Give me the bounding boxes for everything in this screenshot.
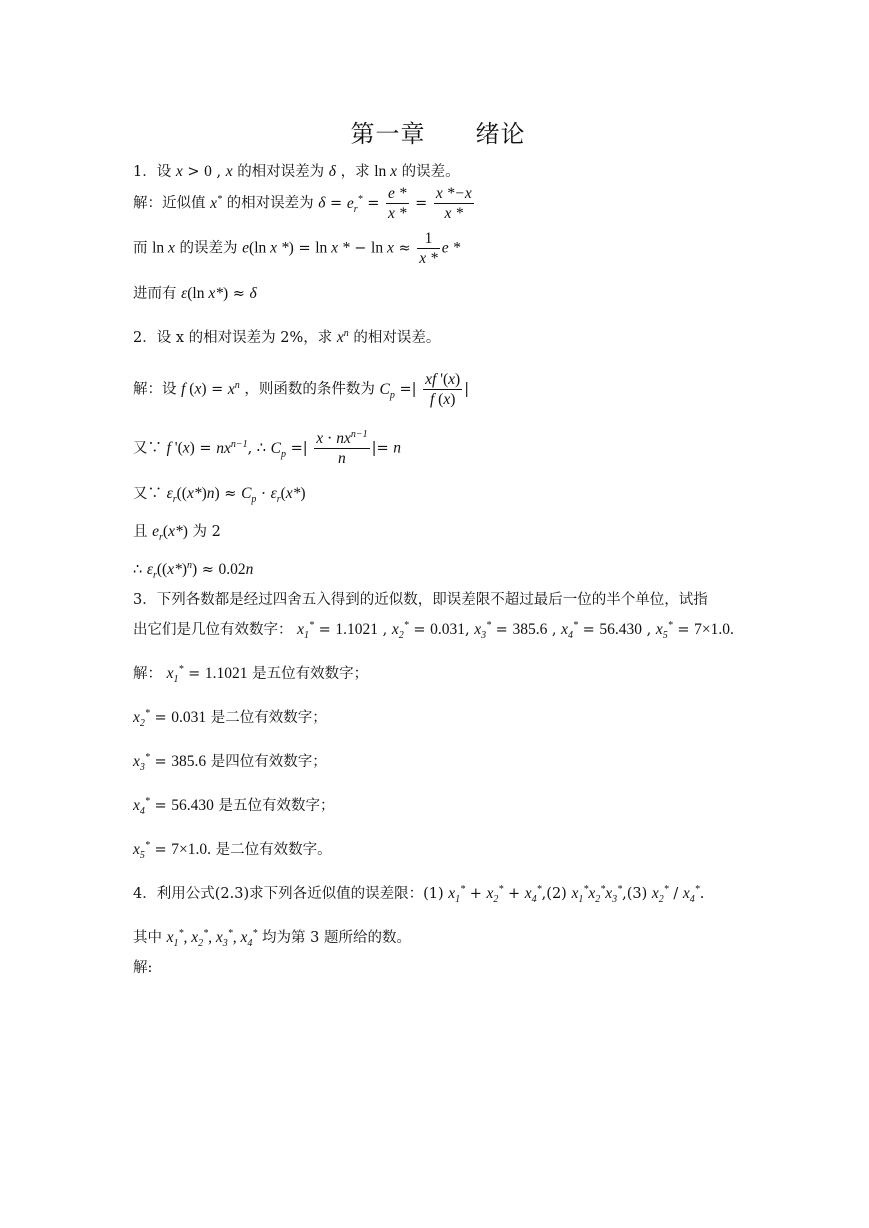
fraction-one-over-x: $\frac{1}{x *}$	[419, 230, 438, 267]
problem-3-question-line-1: 3．下列各数都是经过四舍五入得到的近似数，即误差限不超过最后一位的半个单位，试指	[133, 592, 708, 608]
fraction-condition-number: $\frac{xf '(x)}{f (x)}$	[425, 371, 461, 408]
problem-3-answer-5: $x_5^* = 7\times 1.0$. 是二位有效数字。	[133, 839, 332, 862]
problem-1-solution-line-2: 而 ln x 的误差为 e(ln x *) = ln x * − ln x ≈ $\frac{1}{x *}$ e *	[133, 230, 461, 267]
problem-3-answer-4: $x_4^* = 56.430$ 是五位有效数字；	[133, 795, 335, 818]
problem-2-question: 2．设 x 的相对误差为 2%，求 $x^n$ 的相对误差。	[133, 327, 441, 346]
problem-3-question-line-2: 出它们是几位有效数字： $x_1^* = 1.1021$ , $x_2^* = 0.031$, $x_3^* = 385.6$ , $x_4^* = 56.430$ , $x_5^* = 7\times 1.0$.	[133, 619, 734, 642]
problem-2-solution-line-4: 且 $e_r(x*)$ 为 2	[133, 523, 221, 544]
chapter-title: 第一章 绪论	[350, 120, 526, 148]
problem-4-note: 其中 $x_1^*$, $x_2^*$, $x_3^*$, $x_4^*$ 均为第 3 题所给的数。	[133, 927, 411, 950]
problem-3-answer-2: $x_2^* = 0.031$ 是二位有效数字；	[133, 707, 327, 730]
problem-1-question: 1．设 x > 0 , x 的相对误差为 δ ，求 ln x 的误差。	[133, 163, 460, 180]
problem-1-solution-line-1: 解：近似值 x* 的相对误差为 $\delta = e_r^*$ = $\frac{e *}{x *}$ = $\frac{x *-x}{x *}$	[133, 185, 472, 222]
problem-2-solution-line-5: ∴ $\varepsilon_r((x*)^n) \approx 0.02n$	[133, 559, 254, 582]
problem-1-solution-line-3: 进而有 ε(ln x*) ≈ δ	[133, 285, 257, 302]
problem-3-answer-1: 解： $x_1^* = 1.1021$ 是五位有效数字；	[133, 663, 369, 686]
fraction-x-nx-over-n: $\frac{x \cdot nx^{n-1}}{n}$	[316, 428, 368, 467]
fraction-diff-over-x: $\frac{x *-x}{x *}$	[435, 185, 472, 222]
problem-2-solution-line-3: 又∵ $\varepsilon_r((x*)n) \approx C_p \cdot \varepsilon_r(x*)$	[133, 485, 306, 506]
problem-2-solution-line-2: 又∵ f '$(x) = nx^{n-1}$, ∴ $C_p$ =| $\frac{x \cdot nx^{n-1}}{n}$ |= n	[133, 428, 401, 467]
problem-3-answer-3: $x_3^* = 385.6$ 是四位有效数字；	[133, 751, 327, 774]
problem-4-solution-label: 解:	[133, 960, 153, 976]
document-page	[133, 108, 743, 979]
fraction-e-over-x: $\frac{e *}{x *}$	[387, 185, 407, 222]
problem-2-solution-line-1: 解：设 f $(x) = x^n$ ，则函数的条件数为 $C_p$ =| $\frac{xf '(x)}{f (x)}$ |	[133, 371, 470, 408]
problem-4-question: 4．利用公式(2.3)求下列各近似值的误差限：(1) $x_1^* + x_2^* + x_4^*,(2)$ $x_1^*x_2^*x_3^*,(3)$ $x_2^* / x_4^*$.	[133, 883, 705, 906]
